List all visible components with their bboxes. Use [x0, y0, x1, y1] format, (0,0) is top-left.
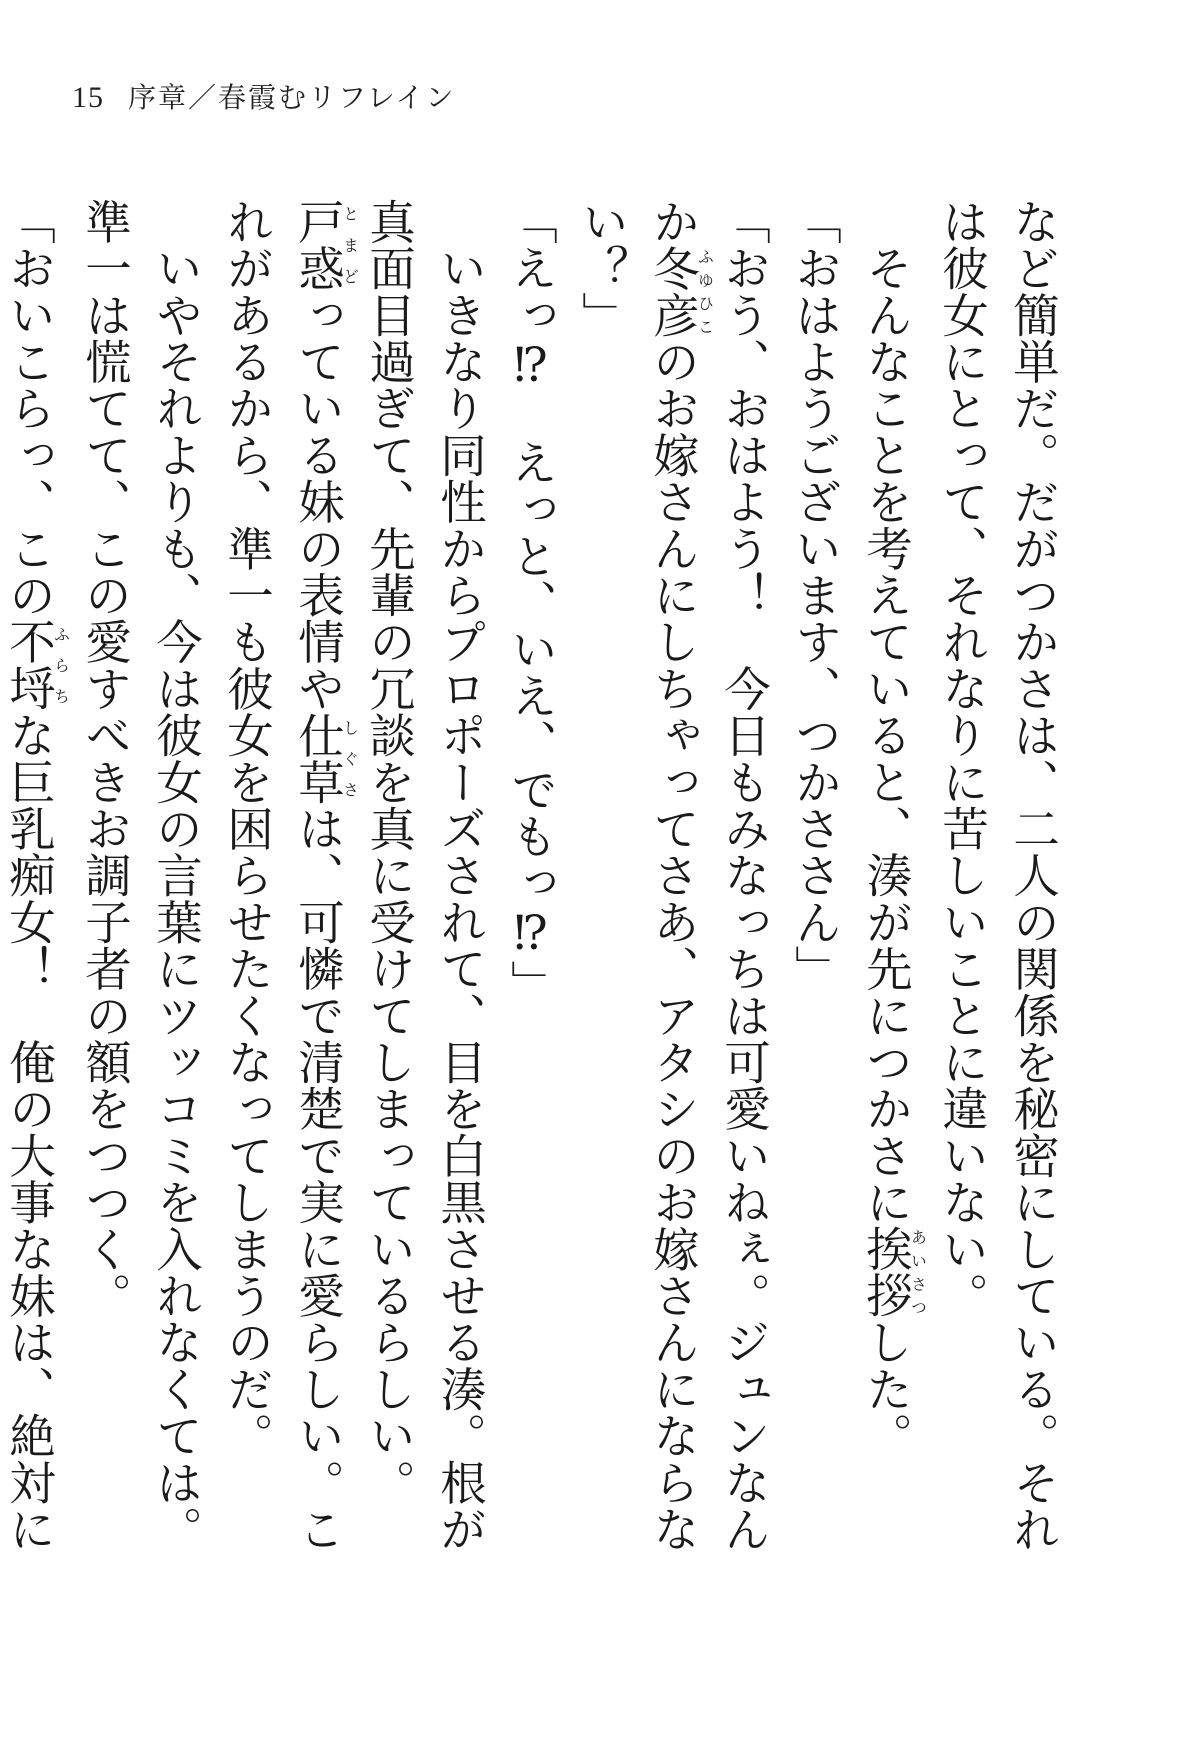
text-run: など簡単だ。だがつかさは、二人の関係を秘密にしている。それは彼女にとって、それなりに苦しいことに違いない。 [935, 198, 1060, 1553]
ruby-base: 不埒 [2, 618, 56, 712]
text-run: は、可憐で清楚で実に愛らしい。これがあるから、準一も彼女を困らせたくなってしまうのだ。 [220, 198, 345, 1553]
ruby-text [291, 711, 360, 806]
text-run: いやそれよりも、今は彼女の言葉にツッコミを入れなくては。準一は慌てて、この愛すべきお調子者の額をつつく。 [78, 198, 203, 1553]
ruby-base: 仕草 [291, 711, 345, 806]
paragraph [211, 198, 495, 1578]
paragraph [495, 198, 566, 1578]
text-run: 「えっ⁉ えっと、いえ、でもっ⁉」 [504, 198, 558, 1007]
text-run: のお嫁さんにしちゃってさあ、アタシのお嫁さんにならない？」 [575, 198, 700, 1553]
ruby-text [859, 1225, 928, 1319]
text-run: 「おはようございます、つかささん」 [788, 198, 842, 992]
ruby-reading: ふゆひこ [695, 244, 715, 339]
vertical-body-text [2, 198, 1068, 1578]
chapter-title: 序章／春霞むリフレイン [128, 81, 456, 114]
text-run: いきなり同性からプロポーズされて、目を白黒させる湊。根が真面目過ぎて、先輩の冗談を真に受けてしまっているらしい。 [362, 198, 487, 1553]
running-head [72, 76, 455, 120]
text-run: 「おいこらっ、この [2, 198, 56, 619]
text-run: した。 [859, 1318, 913, 1459]
paragraph [0, 198, 69, 1578]
text-run: っている妹の表情や [291, 291, 345, 712]
paragraph [69, 198, 211, 1578]
paragraph [779, 198, 850, 1578]
ruby-base: 挨拶 [859, 1225, 913, 1319]
paragraph [850, 198, 926, 1578]
ruby-reading: ふらち [51, 618, 71, 712]
ruby-reading: しぐさ [340, 711, 360, 806]
ruby-base: 冬彦 [646, 244, 700, 339]
ruby-reading: あいさつ [908, 1225, 928, 1319]
text-run: な巨乳痴女！ 俺の大事な妹は、絶対に [2, 711, 56, 1553]
ruby-base: 戸惑 [291, 198, 345, 292]
ruby-reading: とまど [340, 198, 360, 292]
ruby-text [646, 244, 715, 339]
page-number: 15 [72, 81, 104, 114]
ruby-text [291, 198, 360, 292]
ruby-text [2, 618, 71, 712]
paragraph [566, 198, 779, 1578]
text-run: そんなことを考えていると、湊が先につかさに [859, 198, 913, 1226]
paragraph [926, 198, 1068, 1578]
text-run: 「おう、おはよう！ 今日もみなっちは可愛いねぇ。ジュンなんか [646, 198, 771, 1553]
